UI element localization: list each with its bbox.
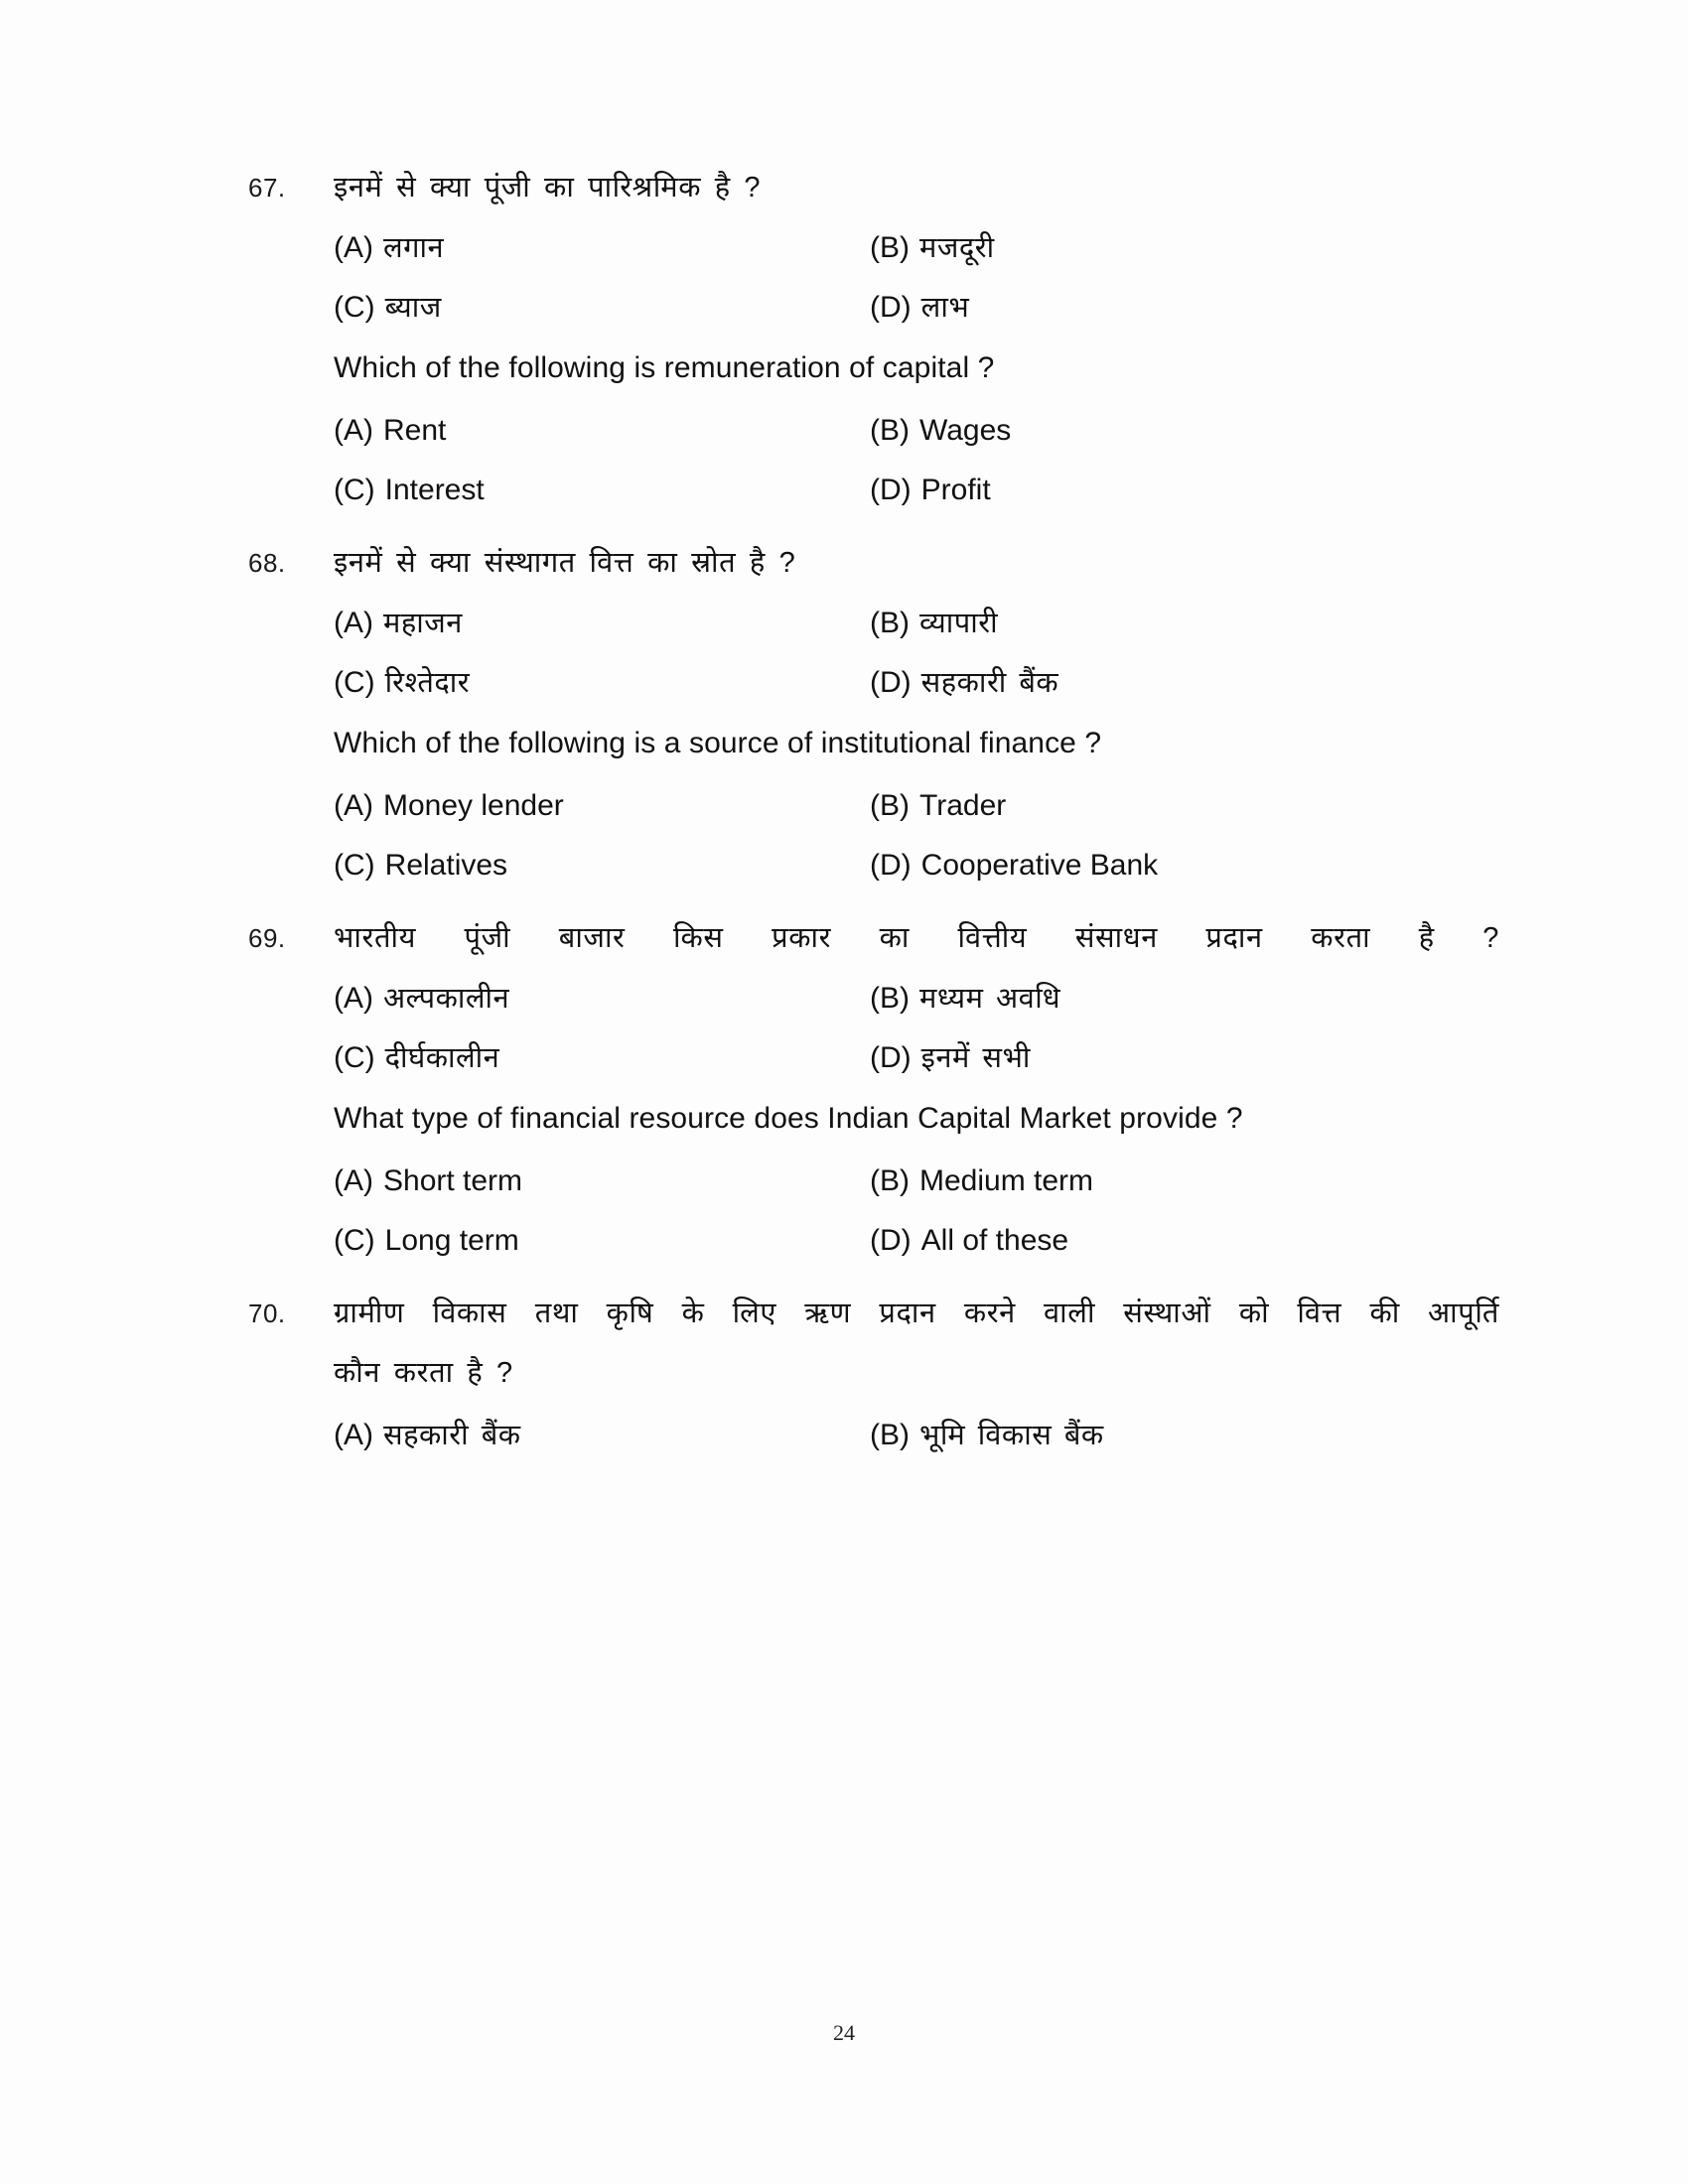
question-block-67 <box>248 159 1499 520</box>
option-b[interactable] <box>870 218 1499 278</box>
options-hindi-70 <box>334 1406 1499 1465</box>
question-heading-69 <box>248 909 1499 967</box>
option-label: (D) <box>870 666 912 699</box>
option-d[interactable] <box>870 461 1499 520</box>
option-a[interactable] <box>334 969 870 1028</box>
option-text: महाजन <box>383 608 463 639</box>
option-b[interactable] <box>870 594 1499 653</box>
option-a[interactable] <box>334 1152 870 1211</box>
option-label: (B) <box>870 607 910 639</box>
option-text: मजदूरी <box>919 232 995 264</box>
option-row <box>334 401 1499 461</box>
option-text: दीर्घकालीन <box>384 1042 500 1074</box>
option-text: भूमि विकास बैंक <box>919 1420 1104 1451</box>
option-d[interactable] <box>870 278 1499 338</box>
option-text: Profit <box>920 474 991 506</box>
option-d[interactable] <box>870 1211 1499 1271</box>
option-text: रिश्तेदार <box>384 667 471 699</box>
option-text: Trader <box>919 789 1007 822</box>
option-text: Relatives <box>384 849 508 882</box>
option-text: लगान <box>383 232 445 264</box>
option-row <box>334 836 1499 895</box>
option-d[interactable] <box>870 653 1499 713</box>
option-label: (B) <box>870 231 910 264</box>
option-label: (C) <box>334 1224 375 1257</box>
option-b[interactable] <box>870 401 1499 461</box>
option-text: सहकारी बैंक <box>383 1420 521 1451</box>
question-number: 70. <box>248 1298 286 1328</box>
option-label: (D) <box>870 849 912 882</box>
question-heading-70 <box>248 1285 1499 1342</box>
option-label: (A) <box>334 1419 373 1451</box>
option-row <box>334 969 1499 1028</box>
question-text-hindi: भारतीय पूंजी बाजार किस प्रकार का वित्तीय संसाधन प्रदान करता है ? <box>334 922 1499 954</box>
option-c[interactable] <box>334 653 870 713</box>
option-label: (A) <box>334 414 373 447</box>
options-hindi-69 <box>334 969 1499 1088</box>
question-block-68 <box>248 534 1499 895</box>
page-number: 24 <box>833 2020 855 2045</box>
option-c[interactable] <box>334 836 870 895</box>
option-row <box>334 1028 1499 1088</box>
questions-container <box>248 159 1499 1469</box>
option-c[interactable] <box>334 1211 870 1271</box>
option-row <box>334 776 1499 836</box>
question-number: 67. <box>248 173 286 203</box>
option-text: Cooperative Bank <box>920 849 1159 882</box>
option-a[interactable] <box>334 1406 870 1465</box>
option-label: (C) <box>334 291 375 324</box>
option-text: लाभ <box>920 292 970 324</box>
option-row <box>334 278 1499 338</box>
option-label: (B) <box>870 789 910 822</box>
question-block-69 <box>248 909 1499 1271</box>
options-english-69 <box>334 1152 1499 1271</box>
option-text: व्यापारी <box>919 608 999 639</box>
option-text: ब्याज <box>384 292 442 324</box>
question-text-english: Which of the following is remuneration of capital ? <box>334 351 995 384</box>
option-b[interactable] <box>870 776 1499 836</box>
question-text-hindi: इनमें से क्या पूंजी का पारिश्रमिक है ? <box>334 172 762 204</box>
option-row <box>334 1406 1499 1465</box>
option-label: (A) <box>334 231 373 264</box>
option-a[interactable] <box>334 776 870 836</box>
option-row <box>334 461 1499 520</box>
question-text-hindi: इनमें से क्या संस्थागत वित्त का स्रोत है ? <box>334 547 796 579</box>
option-c[interactable] <box>334 278 870 338</box>
spacer <box>248 899 1499 909</box>
spacer <box>248 1275 1499 1285</box>
option-text: मध्यम अवधि <box>919 983 1061 1015</box>
option-text: इनमें सभी <box>920 1042 1031 1074</box>
option-b[interactable] <box>870 1406 1499 1465</box>
options-english-68 <box>334 776 1499 895</box>
option-label: (C) <box>334 1041 375 1074</box>
options-hindi-68 <box>334 594 1499 713</box>
option-a[interactable] <box>334 594 870 653</box>
option-b[interactable] <box>870 969 1499 1028</box>
option-label: (D) <box>870 1041 912 1074</box>
options-hindi-67 <box>334 218 1499 338</box>
question-number: 69. <box>248 923 286 953</box>
option-c[interactable] <box>334 1028 870 1088</box>
option-b[interactable] <box>870 1152 1499 1211</box>
option-label: (C) <box>334 474 375 506</box>
options-english-67 <box>334 401 1499 520</box>
option-label: (D) <box>870 291 912 324</box>
question-text-english: Which of the following is a source of institutional finance ? <box>334 727 1102 759</box>
option-label: (C) <box>334 849 375 882</box>
option-a[interactable] <box>334 401 870 461</box>
option-row <box>334 653 1499 713</box>
option-label: (A) <box>334 789 373 822</box>
option-row <box>334 218 1499 278</box>
option-text: अल्पकालीन <box>383 983 510 1015</box>
question-text-hindi-line1: ग्रामीण विकास तथा कृषि के लिए ऋण प्रदान करने वाली संस्थाओं को वित्त की आपूर्ति <box>334 1297 1499 1329</box>
option-text: Interest <box>384 474 485 506</box>
option-label: (A) <box>334 1164 373 1197</box>
option-text: Money lender <box>383 789 564 822</box>
option-text: Medium term <box>919 1164 1094 1197</box>
option-text: Short term <box>383 1164 523 1197</box>
option-label: (D) <box>870 474 912 506</box>
option-text: Wages <box>919 414 1012 447</box>
option-label: (B) <box>870 1419 910 1451</box>
option-c[interactable] <box>334 461 870 520</box>
option-label: (D) <box>870 1224 912 1257</box>
question-text-english: What type of financial resource does Indian Capital Market provide ? <box>334 1102 1243 1135</box>
option-a[interactable] <box>334 218 870 278</box>
option-text: All of these <box>920 1224 1069 1257</box>
question-heading-68 <box>248 534 1499 592</box>
question-number: 68. <box>248 548 286 578</box>
option-label: (B) <box>870 982 910 1015</box>
option-d[interactable] <box>870 1028 1499 1088</box>
option-row <box>334 1211 1499 1271</box>
option-label: (C) <box>334 666 375 699</box>
option-label: (A) <box>334 982 373 1015</box>
option-label: (B) <box>870 1164 910 1197</box>
option-text: सहकारी बैंक <box>920 667 1059 699</box>
option-row <box>334 594 1499 653</box>
option-text: Rent <box>383 414 447 447</box>
option-text: Long term <box>384 1224 519 1257</box>
question-block-70 <box>248 1285 1499 1465</box>
option-label: (A) <box>334 607 373 639</box>
option-row <box>334 1152 1499 1211</box>
spacer <box>248 524 1499 534</box>
option-d[interactable] <box>870 836 1499 895</box>
question-heading-67 <box>248 159 1499 216</box>
option-label: (B) <box>870 414 910 447</box>
question-text-hindi-line2: कौन करता है ? <box>334 1357 513 1389</box>
